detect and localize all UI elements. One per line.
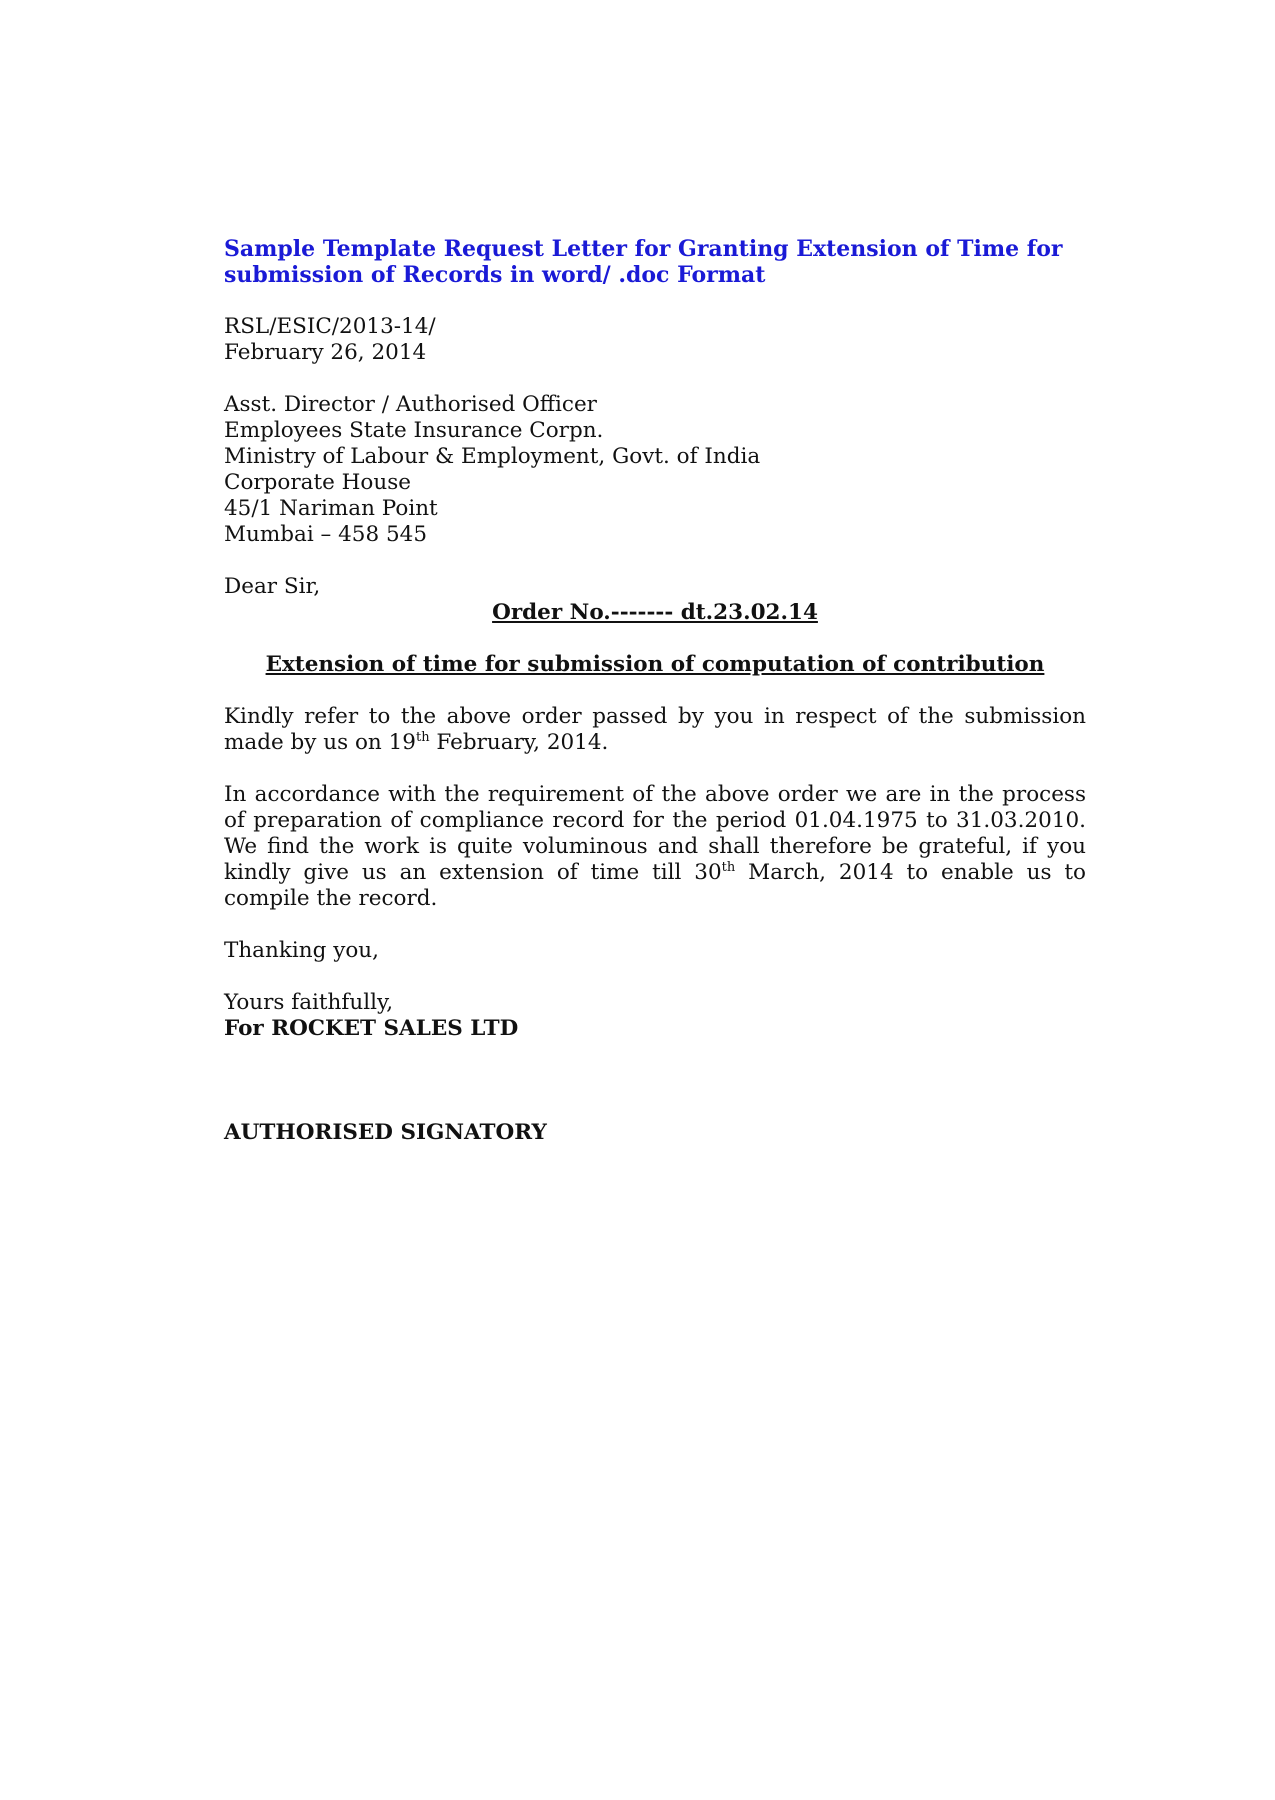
letter-date: February 26, 2014 [224, 340, 427, 365]
company-name: For ROCKET SALES LTD [224, 1016, 519, 1041]
paragraph-1-text: Kindly refer to the above order passed by you in respect of the submission made by us on 19 [224, 704, 1086, 755]
recipient-line: Corporate House [224, 470, 411, 495]
recipient-line: Asst. Director / Authorised Officer [224, 392, 597, 417]
recipient-line: Ministry of Labour & Employment, Govt. of India [224, 444, 761, 469]
subject-heading: Extension of time for submission of computation of contribution [265, 652, 1045, 677]
closing-line: Thanking you, [224, 938, 379, 963]
paragraph-1-superscript: th [415, 729, 430, 745]
paragraph-2-superscript: th [721, 859, 736, 875]
document-title [224, 236, 1086, 288]
reference-block [224, 314, 1086, 366]
recipient-line: 45/1 Nariman Point [224, 496, 438, 521]
recipient-line: Employees State Insurance Corpn. [224, 418, 604, 443]
paragraph-2-text-end: March, 2014 to enable us to compile the record. [224, 860, 1086, 911]
title-line-2: submission of Records in word/ .doc Format [224, 262, 766, 288]
letter-page [224, 236, 1086, 1146]
recipient-line: Mumbai – 458 545 [224, 522, 428, 547]
signature-space [224, 1042, 1086, 1120]
reference-number: RSL/ESIC/2013-14/ [224, 314, 436, 339]
title-line-1: Sample Template Request Letter for Granting Extension of Time for [224, 236, 1063, 262]
order-heading: Order No.------- dt.23.02.14 [492, 600, 818, 625]
recipient-address [224, 392, 1086, 548]
paragraph-1-text-end: February, 2014. [429, 730, 609, 755]
salutation: Dear Sir, [224, 574, 321, 599]
paragraph-2-text: In accordance with the requirement of the above order we are in the process of preparation of compliance record for the period 01.04.1975 to 31.03.2010. We find the work is quite voluminous and shall therefore be grateful, if you kindly give us an extension of time till 30 [224, 782, 1086, 885]
signoff: Yours faithfully, [224, 990, 394, 1015]
paragraph-1 [224, 704, 1086, 756]
authorised-signatory: AUTHORISED SIGNATORY [224, 1120, 547, 1145]
paragraph-2 [224, 782, 1086, 912]
